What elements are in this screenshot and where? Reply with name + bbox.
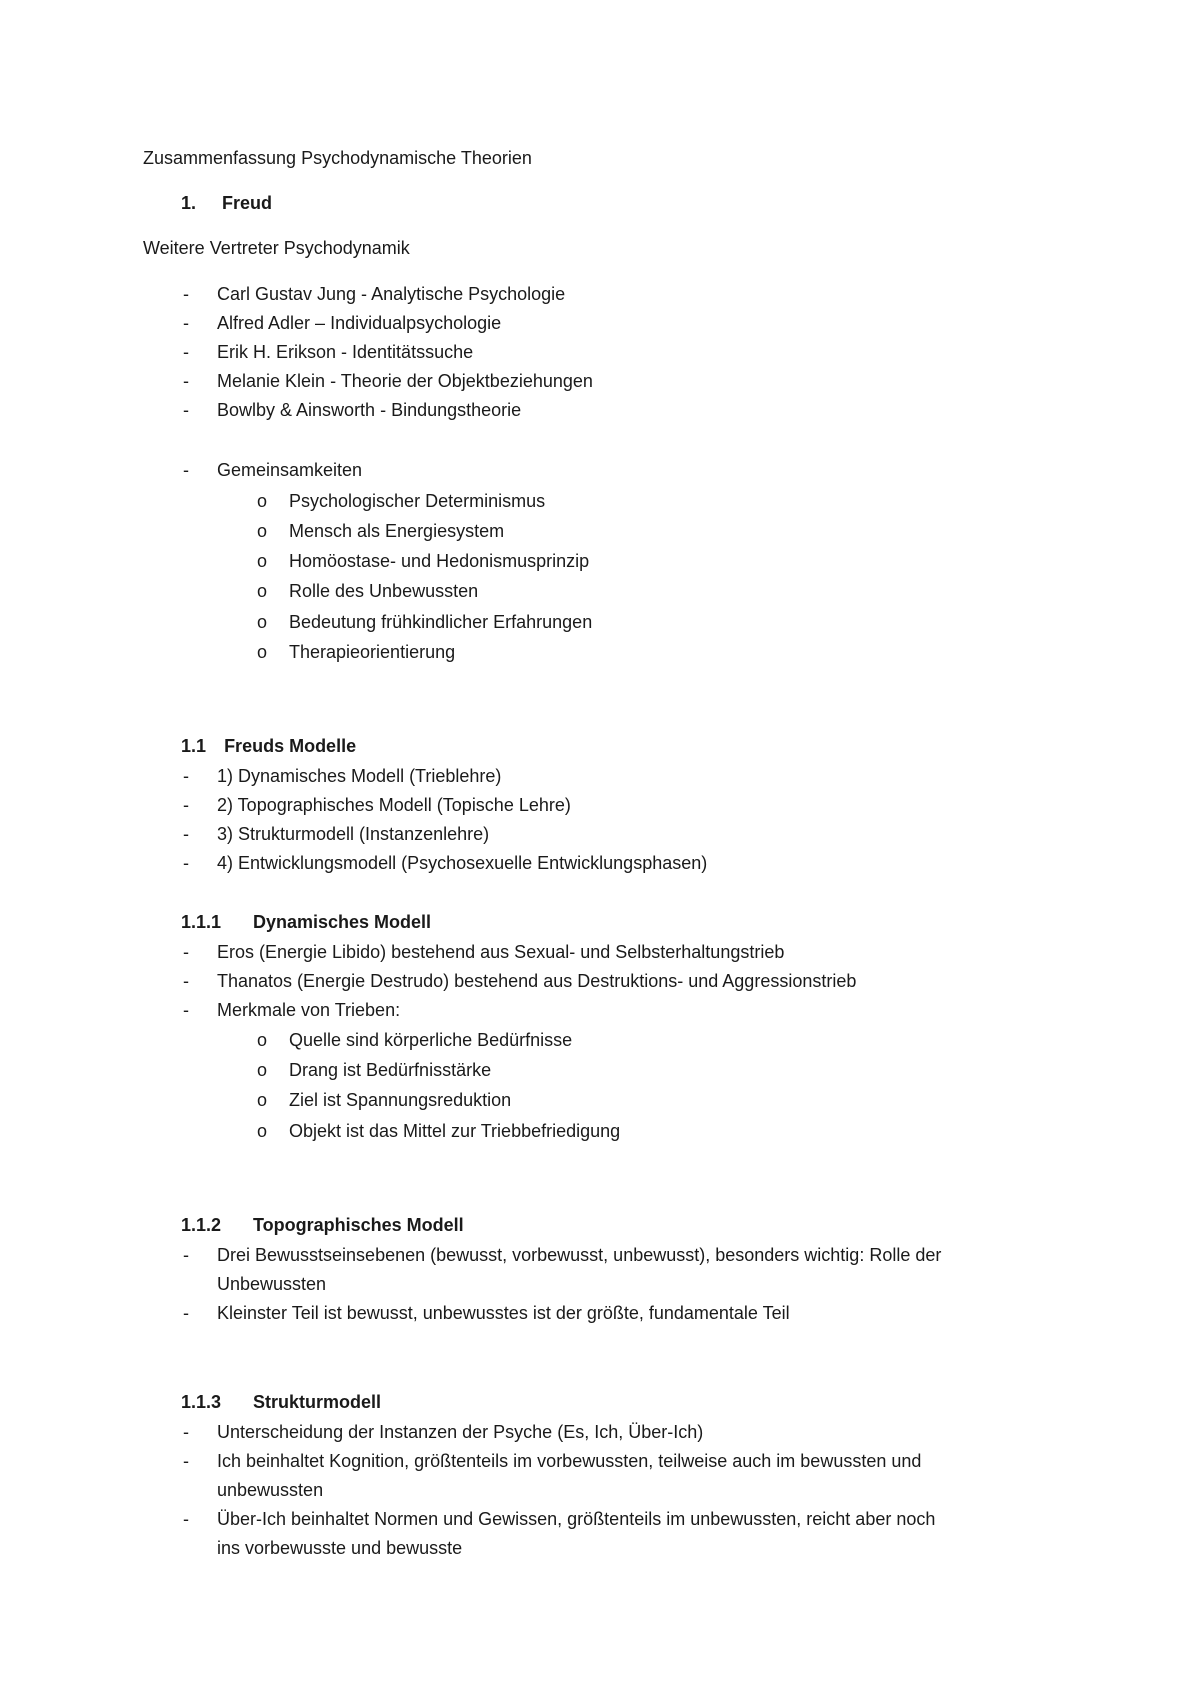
list-item-text: 1) Dynamisches Modell (Trieblehre) [217, 766, 502, 786]
circle-bullet: o [257, 521, 268, 541]
dash-bullet: - [183, 460, 189, 480]
sublist-item-text: Objekt ist das Mittel zur Triebbefriedigung [289, 1121, 621, 1141]
dash-bullet: - [183, 971, 189, 991]
dash-bullet: - [183, 1509, 189, 1529]
list-item-text: 3) Strukturmodell (Instanzenlehre) [217, 824, 490, 844]
dash-bullet: - [183, 853, 189, 873]
circle-bullet: o [257, 642, 268, 662]
sublist-item-text: Mensch als Energiesystem [289, 521, 505, 541]
sublist-item-text: Drang ist Bedürfnisstärke [289, 1060, 492, 1080]
list-item-text: Alfred Adler – Individualpsychologie [217, 313, 502, 333]
list-item-text: Eros (Energie Libido) bestehend aus Sexual- und Selbsterhaltungstrieb [217, 942, 785, 962]
circle-bullet: o [257, 1090, 268, 1110]
dash-bullet: - [183, 942, 189, 962]
circle-bullet: o [257, 1030, 268, 1050]
dash-bullet: - [183, 313, 189, 333]
sublist-item-text: Rolle des Unbewussten [289, 581, 479, 601]
section-number: 1.1.1 [181, 912, 222, 932]
dash-bullet: - [183, 766, 189, 786]
dash-bullet: - [183, 1422, 189, 1442]
dash-bullet: - [183, 1000, 189, 1020]
section-number: 1.1 [181, 736, 207, 756]
sublist-item-text: Therapieorientierung [289, 642, 456, 662]
circle-bullet: o [257, 612, 268, 632]
section-title: Topographisches Modell [253, 1215, 464, 1235]
document-title: Zusammenfassung Psychodynamische Theorien [143, 148, 532, 168]
sublist-item-text: Quelle sind körperliche Bedürfnisse [289, 1030, 573, 1050]
section-1-1-heading [181, 735, 356, 757]
list-item-text: Gemeinsamkeiten [217, 460, 363, 480]
sublist-item-text: Homöostase- und Hedonismusprinzip [289, 551, 590, 571]
circle-bullet: o [257, 1060, 268, 1080]
list-item-text: Ich beinhaltet Kognition, größtenteils im vorbewussten, teilweise auch im bewussten und [217, 1451, 922, 1471]
list-item-text: Thanatos (Energie Destrudo) bestehend aus Destruktions- und Aggressionstrieb [217, 971, 857, 991]
dash-bullet: - [183, 1245, 189, 1265]
weitere-heading: Weitere Vertreter Psychodynamik [143, 238, 410, 258]
list-item-text: Melanie Klein - Theorie der Objektbeziehungen [217, 371, 593, 391]
list-item-text: Merkmale von Trieben: [217, 1000, 401, 1020]
section-number: 1. [181, 193, 197, 213]
circle-bullet: o [257, 581, 268, 601]
list-item-text: Drei Bewusstseinsebenen (bewusst, vorbewusst, unbewusst), besonders wichtig: Rolle der [217, 1245, 942, 1265]
circle-bullet: o [257, 491, 268, 511]
section-title: Freud [222, 193, 273, 213]
dash-bullet: - [183, 1451, 189, 1471]
list-item-text: 4) Entwicklungsmodell (Psychosexuelle Entwicklungsphasen) [217, 853, 708, 873]
dash-bullet: - [183, 795, 189, 815]
list-item-text: Carl Gustav Jung - Analytische Psychologie [217, 284, 566, 304]
section-1-heading [181, 192, 272, 214]
circle-bullet: o [257, 1121, 268, 1141]
circle-bullet: o [257, 551, 268, 571]
dash-bullet: - [183, 284, 189, 304]
dash-bullet: - [183, 400, 189, 420]
list-item-text: Kleinster Teil ist bewusst, unbewusstes ist der größte, fundamentale Teil [217, 1303, 790, 1323]
dash-bullet: - [183, 371, 189, 391]
dash-bullet: - [183, 1303, 189, 1323]
section-title: Dynamisches Modell [253, 912, 432, 932]
sublist-item-text: Ziel ist Spannungsreduktion [289, 1090, 512, 1110]
section-title: Strukturmodell [253, 1392, 382, 1412]
list-item-text: Über-Ich beinhaltet Normen und Gewissen, größtenteils im unbewussten, reicht aber noch [217, 1509, 936, 1529]
list-item-continuation: unbewussten [217, 1480, 324, 1500]
dash-bullet: - [183, 342, 189, 362]
section-title: Freuds Modelle [224, 736, 357, 756]
sublist-item-text: Psychologischer Determinismus [289, 491, 546, 511]
sublist-item-text: Bedeutung frühkindlicher Erfahrungen [289, 612, 593, 632]
list-item-continuation: ins vorbewusste und bewusste [217, 1538, 463, 1558]
list-item-text: Unterscheidung der Instanzen der Psyche (Es, Ich, Über-Ich) [217, 1422, 704, 1442]
list-item-continuation: Unbewussten [217, 1274, 327, 1294]
list-item-text: Erik H. Erikson - Identitätssuche [217, 342, 474, 362]
list-item-text: 2) Topographisches Modell (Topische Lehre) [217, 795, 571, 815]
dash-bullet: - [183, 824, 189, 844]
list-item-text: Bowlby & Ainsworth - Bindungstheorie [217, 400, 522, 420]
section-number: 1.1.2 [181, 1215, 222, 1235]
section-number: 1.1.3 [181, 1392, 222, 1412]
